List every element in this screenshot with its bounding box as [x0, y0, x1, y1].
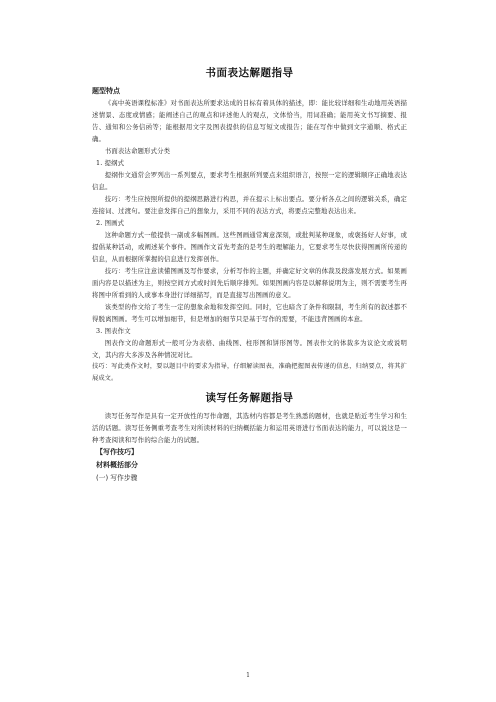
paragraph-outline-tips: 技巧：考生应按照所提供的提纲思路进行构思，并在提示上标出要点。要分析各点之间的逻辑关系，确定连接词、过渡句。要注意发挥自己的想象力，采用不同的表达方式，将要点完整地表达出来。 — [92, 195, 407, 215]
paragraph-intro: 《高中英语课程标准》对书面表达所要求达成的目标有着具体的描述，即：能比较详细和生动地用英语描述情景、态度或情感；能阐述自己的观点和评述他人的观点，文体恰当，用词准确；能用英文书写摘要、报告、通知和公务信函等；能根据用文字及图表提供的信息写短文或报告；能在写作中做到文字通顺、格式正确。 — [92, 99, 407, 143]
paragraph-picture-tips: 技巧：考生应注意读懂图画及写作要求，分析写作的主题，并确定好文章的体裁及段落发展方式。如果画面内容是以描述为主，则按空间方式或时间先后顺序排列。如果图画内容是以解释说明为主，则不需要考生再将图中所看到的人或事本身进行详细描写，而是直接写出图画的意义。 — [92, 267, 407, 299]
page-title: 书面表达解题指导 — [205, 67, 294, 79]
heading-writing-steps: (一) 写作步骤 — [96, 474, 138, 482]
paragraph-picture-note: 该类型的作文给了考生一定的想象余地和发挥空间。同时，它也暗含了条件和限制，考生所有的叙述都不得脱离图画。考生可以增加细节，但是增加的细节只是基于写作的需要，不能违背图画的本意。 — [92, 303, 407, 323]
section-heading-picture: 2. 图画式 — [96, 219, 125, 227]
section-subtitle-features: 题型特点 — [92, 87, 120, 95]
section-title-reading-writing: 读写任务解题指导 — [205, 392, 294, 404]
paragraph-picture-desc: 这种命题方式一般提供一副或多幅图画。这些图画通常寓意深刻，或批判某种现象，或褒扬好人好事，或提倡某种活动，或阐述某个事件。图画作文首先考查的是考生的理解能力，它要求考生尽快获得图画所传递的信息，从而根据所掌握的信息进行发挥创作。 — [92, 231, 407, 263]
section-heading-chart: 3. 图表作文 — [96, 327, 131, 335]
paragraph-reading-writing: 读写任务写作是具有一定开放性的写作命题，其选材内容都是考生熟悉的题材，也就是贴近考生学习和生活的话题。读写任务侧重考查考生对所读材料的归纳概括能力和运用英语进行书面表达的能力，可以说这是一种考查阅读和写作的综合能力的试题。 — [92, 412, 407, 444]
paragraph-category: 书面表达命题形式分类 — [104, 147, 171, 155]
section-heading-outline: 1. 提纲式 — [96, 159, 125, 167]
paragraph-outline-desc: 提纲作文通常会罗列出一系列要点，要求考生根据所列要点来组织语言，按照一定的逻辑顺序正确地表达信息。 — [92, 171, 407, 191]
paragraph-chart-tips: 技巧：写此类作文时，要以题目中的要求为指导，仔细解读图表，准确把握图表传递的信息，归纳要点，将其扩展成文。 — [92, 363, 407, 382]
page-number: 1 — [246, 672, 250, 679]
heading-material-summary: 材料概括部分 — [96, 461, 138, 469]
heading-writing-skills: 【写作技巧】 — [96, 448, 138, 456]
paragraph-chart-desc: 图表作文的命题形式一般可分为表格、曲线图、柱形图和饼形图等。图表作文的体裁多为议论文或说明文，其内容大多涉及各种情况对比。 — [92, 339, 407, 359]
document-body — [92, 66, 407, 485]
